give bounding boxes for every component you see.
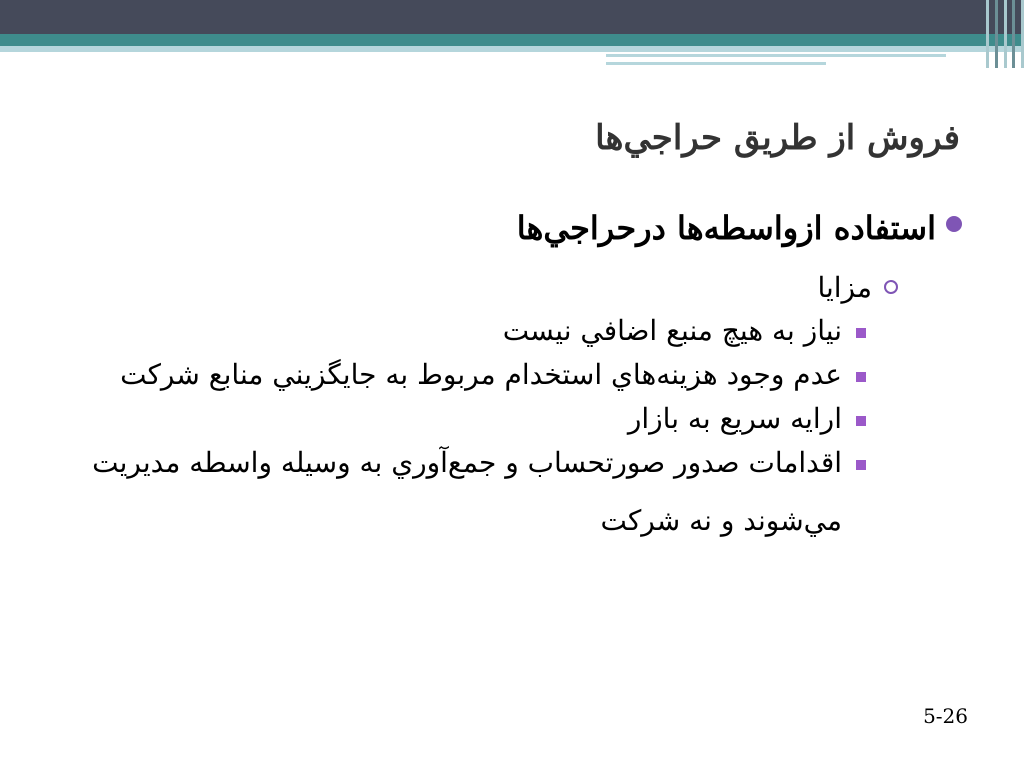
header-teal-band xyxy=(0,34,1024,46)
decorative-stripe xyxy=(1012,0,1015,68)
bullet-text: مزايا xyxy=(817,271,872,304)
bullet-level-1 xyxy=(62,204,962,252)
bullet-level-3 xyxy=(62,448,866,550)
header-light-band xyxy=(0,46,1024,52)
header-dark-band xyxy=(0,0,1024,34)
slide-number: 5-26 xyxy=(923,704,968,728)
header-accent-line xyxy=(606,54,946,57)
square-bullet-icon xyxy=(856,460,866,470)
filled-circle-bullet-icon xyxy=(946,216,962,232)
decorative-stripe xyxy=(1004,0,1007,68)
square-bullet-icon xyxy=(856,416,866,426)
decorative-stripe xyxy=(986,0,989,68)
bullet-text: نياز به هيچ منبع اضافي نيست xyxy=(502,314,842,347)
header-stripes xyxy=(986,0,1024,68)
header-accent-line xyxy=(606,62,826,65)
slide-content xyxy=(62,204,962,550)
decorative-stripe xyxy=(995,0,998,68)
bullet-text: عدم وجود هزينه‌هاي استخدام مربوط به جايگزيني منابع شركت xyxy=(120,358,842,391)
bullet-text: استفاده ازواسطه‌ها درحراجي‌ها xyxy=(516,209,936,247)
slide-title: فروش از طريق حراجي‌ها xyxy=(595,118,960,158)
bullet-text: ارايه سريع به بازار xyxy=(627,402,842,435)
square-bullet-icon xyxy=(856,372,866,382)
square-bullet-icon xyxy=(856,328,866,338)
hollow-circle-bullet-icon xyxy=(884,280,898,294)
bullet-text: اقدامات صدور صورتحساب و جمع‌آوري به وسيله واسطه مديريت مي‌شوند و نه شركت xyxy=(92,446,842,537)
